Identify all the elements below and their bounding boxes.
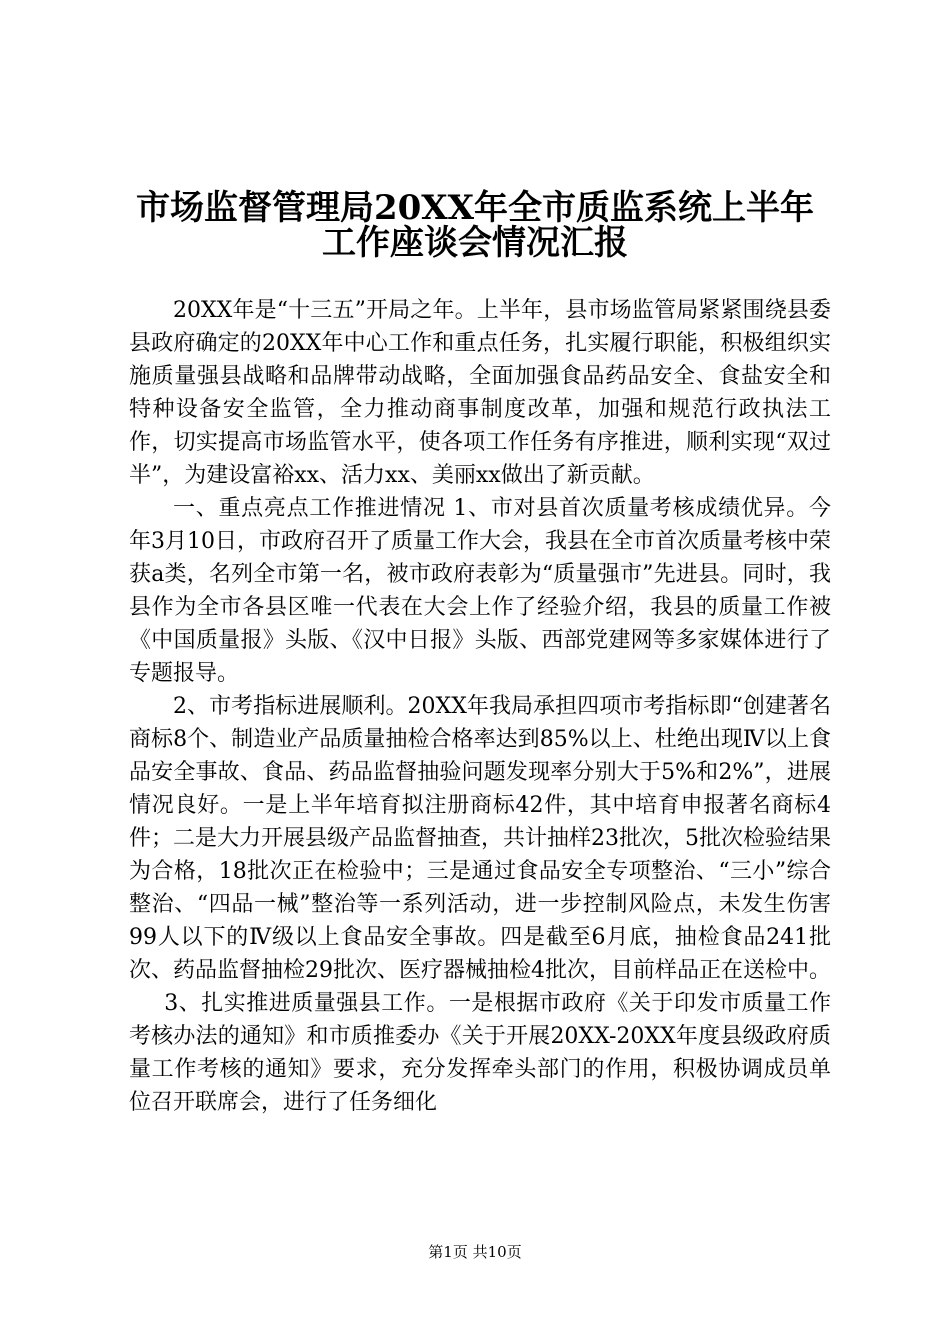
paragraph-section-2: 2、市考指标进展顺利。20XX年我局承担四项市考指标即“创建著名商标8个、制造业产品质量抽检合格率达到85%以上、杜绝出现Ⅳ以上食品安全事故、食品、药品监督抽验问题发现率分别大于5%和2%”，进展情况良好。一是上半年培育拟注册商标42件，其中培育申报著名商标4件；二是大力开展县级产品监督抽查，共计抽样23批次，5批次检验结果为合格，18批次正在检验中；三是通过食品安全专项整治、“三小”综合整治、“四品一械”整治等一系列活动，进一步控制风险点，未发生伤害99人以下的Ⅳ级以上食品安全事故。四是截至6月底，抽检食品241批次、药品监督抽检29批次、医疗器械抽检4批次，目前样品正在送检中。 (129, 694, 831, 983)
document-title-line-1: 市场监督管理局20XX年全市质监系统上半年 (135, 188, 815, 228)
document-body (129, 294, 831, 1119)
page-number-footer: 第1页 共10页 (428, 1243, 522, 1261)
paragraph-section-3: 3、扎实推进质量强县工作。一是根据市政府《关于印发市质量工作考核办法的通知》和市质推委办《关于开展20XX-20XX年度县级政府质量工作考核的通知》要求，充分发挥牵头部门的作用，积极协调成员单位召开联席会，进行了任务细化 (129, 991, 831, 1115)
paragraph-section-1: 一、重点亮点工作推进情况 1、市对县首次质量考核成绩优异。今年3月10日，市政府召开了质量工作大会，我县在全市首次质量考核中荣获a类，名列全市第一名，被市政府表彰为“质量强市”先进县。同时，我县作为全市各县区唯一代表在大会上作了经验介绍，我县的质量工作被《中国质量报》头版、《汉中日报》头版、西部党建网等多家媒体进行了专题报导。 (129, 496, 831, 686)
document-title-line-2: 工作座谈会情况汇报 (322, 223, 628, 263)
paragraph-intro: 20XX年是“十三五”开局之年。上半年，县市场监管局紧紧围绕县委县政府确定的20XX年中心工作和重点任务，扎实履行职能，积极组织实施质量强县战略和品牌带动战略，全面加强食品药品安全、食盐安全和特种设备安全监管，全力推动商事制度改革，加强和规范行政执法工作，切实提高市场监管水平，使各项工作任务有序推进，顺利实现“双过半”，为建设富裕xx、活力xx、美丽xx做出了新贡献。 (129, 298, 831, 488)
